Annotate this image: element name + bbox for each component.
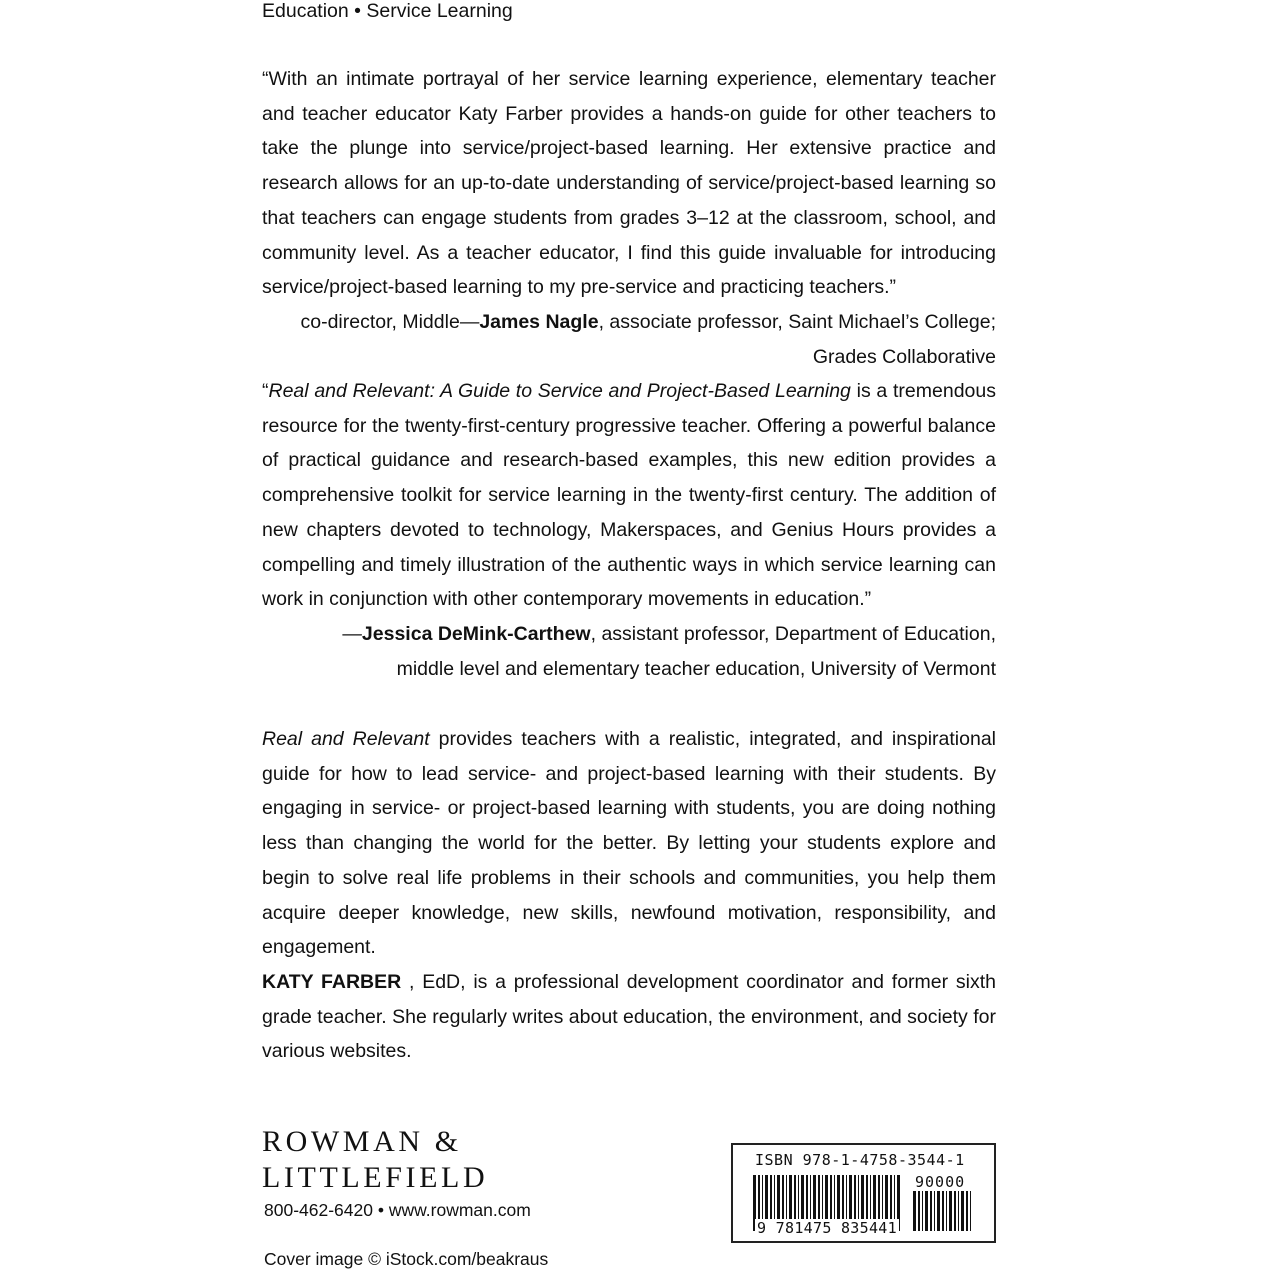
publisher-contact: 800-462-6420 • www.rowman.com: [264, 1200, 531, 1220]
book-description: [262, 722, 996, 965]
author-bio-text: KATY FARBER , EdD, is a professional development coordinator and former sixth grade teacher. She regularly writes about education, the environment, and society for various websites.: [262, 971, 996, 1063]
endorser-name: Jessica DeMink-Carthew: [361, 622, 591, 645]
category-label: Education • Service Learning: [262, 0, 513, 22]
blurb-jessica-demink-carthew: [262, 374, 996, 686]
publisher-website: www.rowman.com: [388, 1200, 531, 1220]
publisher-logo: [262, 1124, 488, 1196]
publisher-phone: 800-462-6420: [264, 1200, 373, 1220]
barcode-addon-bars-icon: [913, 1191, 975, 1231]
blurb-text: “With an intimate portrayal of her service learning experience, elementary teacher and teacher educator Katy Farber provides a hands-on guide for other teachers to take the plunge into service/project-based learning. Her extensive practice and research allows for an up-to-date understanding of service/project-based learning so that teachers can engage students from grades 3–12 at the classroom, school, and community level. As a teacher educator, I find this guide invaluable for introducing service/project-based learning to my pre-service and practicing teachers.” —James Nagle, associate professor, Saint Michael’s College;: [262, 62, 996, 305]
endorser-role: co-director, Middle Grades Collaborative: [300, 310, 996, 368]
endorser-role: middle level and elementary teacher education, University of Vermont: [396, 657, 996, 680]
endorser-name: James Nagle: [479, 310, 599, 333]
blurb-text: “Real and Relevant: A Guide to Service and Project-Based Learning is a tremendous resource for the twenty-first-century progressive teacher. Offering a powerful balance of practical guidance and research-based examples, this new edition provides a comprehensive toolkit for service learning in the twenty-first century. The addition of new chapters devoted to technology, Makerspaces, and Genius Hours provides a compelling and timely illustration of the authentic ways in which service learning can work in conjunction with other contemporary movements in education.”: [262, 380, 996, 611]
blurb-james-nagle: [262, 62, 996, 374]
attribution-inline: —James Nagle, associate professor, Saint Michael’s College;: [459, 310, 996, 333]
publisher-logo-line2: LITTLEFIELD: [262, 1161, 489, 1194]
book-title: Real and Relevant: A Guide to Service and Project-Based Learning: [268, 380, 851, 402]
cover-image-credit: Cover image © iStock.com/beakraus: [264, 1249, 549, 1269]
attribution: —Jessica DeMink-Carthew, assistant professor, Department of Education,: [342, 622, 996, 645]
publisher-logo-line1: ROWMAN &: [262, 1125, 462, 1158]
barcode-addon-digits: 90000: [915, 1173, 966, 1191]
author-name: KATY FARBER: [262, 971, 402, 993]
book-title: Real and Relevant: [262, 728, 430, 750]
isbn-barcode: [731, 1143, 996, 1243]
isbn-number: ISBN 978-1-4758-3544-1: [755, 1151, 965, 1169]
author-bio: [262, 965, 996, 1069]
barcode-ean-digits: 9 781475 835441: [757, 1219, 897, 1237]
description-text: Real and Relevant provides teachers with a realistic, integrated, and inspirational guide for how to lead service- and project-based learning with their students. By engaging in service- or project-based learning with students, you are doing nothing less than changing the world for the better. By letting your students explore and begin to solve real life problems in their schools and communities, you help them acquire deeper knowledge, new skills, newfound motivation, responsibility, and engagement.: [262, 728, 996, 959]
